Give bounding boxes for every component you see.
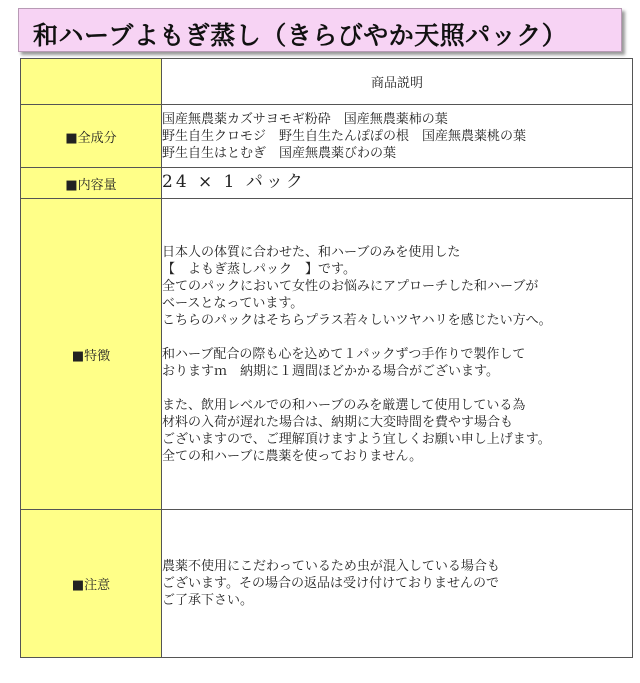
notes-value	[162, 510, 633, 658]
notes-row	[21, 510, 633, 658]
header-row	[21, 59, 633, 105]
features-label: ■特徴	[21, 199, 162, 510]
features-line: こちらのパックはそちらプラス若々しいツヤハリを感じたい方へ。	[162, 312, 552, 328]
features-paragraph	[162, 346, 632, 380]
page-title: 和ハーブよもぎ蒸し（きらびやか天照パック）	[33, 21, 568, 50]
features-paragraph	[162, 244, 632, 329]
header-label-cell	[21, 59, 162, 105]
ingredients-row	[21, 105, 633, 168]
ingredients-line: 国産無農薬カズサヨモギ粉砕 国産無農薬柿の葉	[162, 111, 448, 127]
contents-label: ■内容量	[21, 168, 162, 199]
features-line: 和ハーブ配合の際も心を込めて１パックずつ手作りで製作して	[162, 346, 526, 362]
notes-line: 農薬不使用にこだわっているため虫が混入している場合も	[162, 559, 500, 574]
ingredients-line: 野生自生はとむぎ 国産無農薬びわの葉	[162, 145, 397, 161]
features-line: ございますので、ご理解頂けますよう宜しくお願い申し上げます。	[162, 431, 551, 447]
title-banner	[18, 8, 622, 52]
product-spec-table	[20, 58, 633, 658]
features-line: 材料の入荷が遅れた場合は、納期に大変時間を費やす場合も	[162, 414, 514, 430]
features-line: また、飲用レベルでの和ハーブのみを厳選して使用している為	[162, 397, 526, 413]
features-line: ベースとなっています。	[162, 295, 304, 311]
notes-label: ■注意	[21, 510, 162, 658]
header-value-cell: 商品説明	[162, 59, 633, 105]
features-line: 全てのパックにおいて女性のお悩みにアプローチした和ハーブが	[162, 278, 539, 294]
ingredients-line: 野生自生クロモジ 野生自生たんぽぽの根 国産無農薬桃の葉	[162, 128, 527, 144]
features-line: 全ての和ハーブに農薬を使っておりません。	[162, 448, 423, 464]
features-line: 日本人の体質に合わせた、和ハーブのみを使用した	[162, 244, 461, 260]
contents-count: 24 × 1 パック	[162, 172, 306, 192]
features-line: 【 よもぎ蒸しパック 】です。	[162, 261, 356, 277]
features-value	[162, 199, 633, 510]
features-line: おりますｍ 納期に１週間ほどかかる場合がございます。	[162, 363, 499, 379]
notes-line: ご了承下さい。	[162, 593, 254, 608]
notes-line: ございます。その場合の返品は受け付けておりませんので	[162, 576, 499, 591]
ingredients-label: ■全成分	[21, 105, 162, 168]
contents-row	[21, 168, 633, 199]
ingredients-value	[162, 105, 633, 168]
contents-value	[162, 168, 633, 199]
features-paragraph	[162, 397, 632, 465]
features-row	[21, 199, 633, 510]
